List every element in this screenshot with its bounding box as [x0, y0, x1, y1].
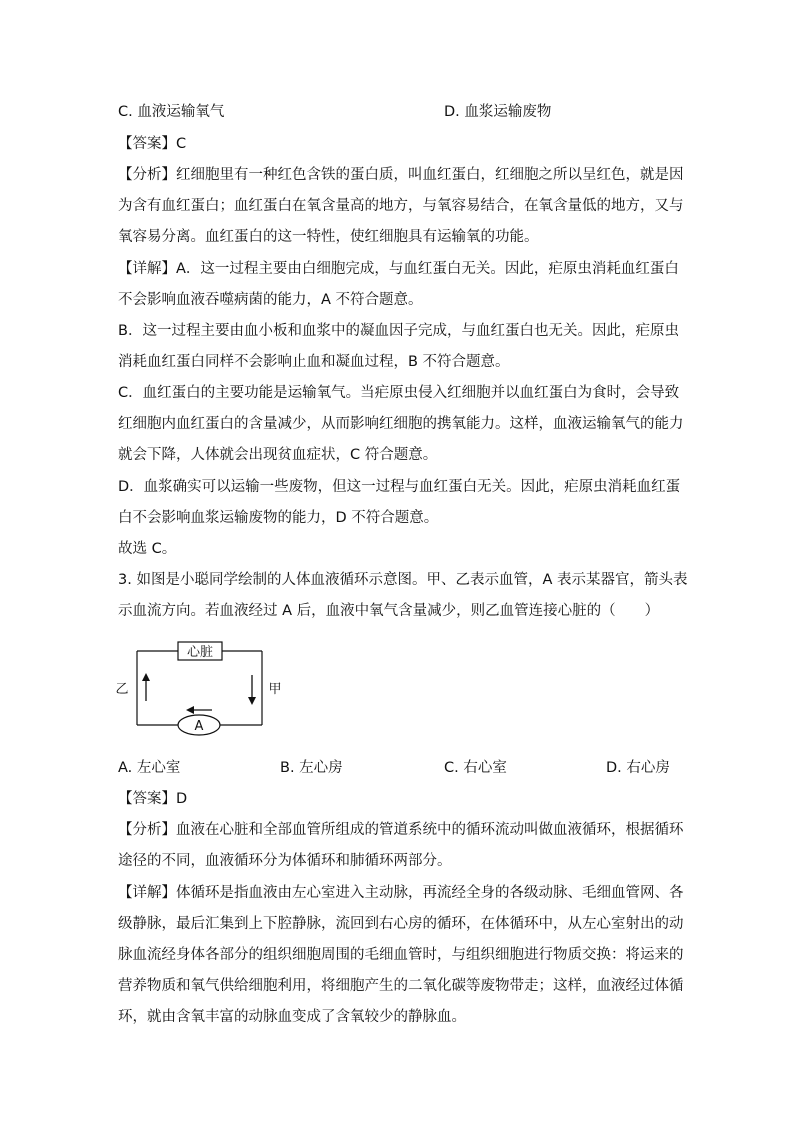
q2-analysis-line: 氧容易分离。血红蛋白的这一特性，使红细胞具有运输氧的功能。 [118, 229, 539, 245]
q2-option-d: D. 血浆运输废物 [444, 104, 552, 120]
q3-option-c: C. 右心室 [444, 760, 507, 776]
q2-detail-line: 就会下降，人体就会出现贫血症状，C 符合题意。 [118, 447, 438, 463]
q3-detail-line: 脉血流经身体各部分的组织细胞周围的毛细血管时，与组织细胞进行物质交换：将运来的 [118, 947, 684, 963]
q3-detail-line: 营养物质和氧气供给细胞利用，将细胞产生的二氧化碳等废物带走；这样，血液经过体循 [118, 978, 684, 994]
vessel-jia-label: 甲 [268, 682, 282, 697]
q2-detail-line: 消耗血红蛋白同样不会影响止血和凝血过程，B 不符合题意。 [118, 354, 510, 370]
q3-detail-line: 级静脉，最后汇集到上下腔静脉，流回到右心房的循环，在体循环中，从左心室射出的动 [118, 916, 684, 932]
q2-option-c: C. 血液运输氧气 [118, 104, 225, 120]
organ-a-label: A [194, 719, 204, 734]
q3-detail-line: 【详解】体循环是指血液由左心室进入主动脉，再流经全身的各级动脉、毛细血管网、各 [118, 885, 684, 901]
q2-detail-line: C．血红蛋白的主要功能是运输氧气。当疟原虫侵入红细胞并以血红蛋白为食时，会导致 [118, 385, 680, 401]
q2-detail-line: B．这一过程主要由血小板和血浆中的凝血因子完成，与血红蛋白也无关。因此，疟原虫 [118, 323, 679, 339]
q2-answer: 【答案】C [118, 136, 187, 152]
up-arrow-icon [142, 673, 150, 701]
q2-analysis-line: 为含有血红蛋白；血红蛋白在氧含量高的地方，与氧容易结合，在氧含量低的地方，又与 [118, 198, 684, 214]
q2-options-row [118, 102, 678, 124]
q2-detail-line: D．血浆确实可以运输一些废物，但这一过程与血红蛋白无关。因此，疟原虫消耗血红蛋 [118, 479, 681, 495]
q2-detail-line: 【详解】A．这一过程主要由白细胞完成，与血红蛋白无关。因此，疟原虫消耗血红蛋白 [118, 261, 679, 277]
q3-stem-line: 示血流方向。若血液经过 A 后，血液中氧气含量减少，则乙血管连接心脏的（ ） [118, 603, 660, 619]
q3-analysis-line: 【分析】血液在心脏和全部血管所组成的管道系统中的循环流动叫做血液循环，根据循环 [118, 822, 684, 838]
q3-analysis-line: 途径的不同，血液循环分为体循环和肺循环两部分。 [118, 853, 452, 869]
q3-option-b: B. 左心房 [280, 760, 343, 776]
heart-label: 心脏 [186, 645, 214, 660]
q3-answer: 【答案】D [118, 791, 188, 807]
q3-stem-line: 3. 如图是小聪同学绘制的人体血液循环示意图。甲、乙表示血管，A 表示某器官，箭头表 [118, 572, 688, 588]
q3-option-a: A. 左心室 [118, 760, 181, 776]
vessel-yi-label: 乙 [115, 682, 129, 697]
q2-detail-line: 不会影响血液吞噬病菌的能力，A 不符合题意。 [118, 292, 423, 308]
q3-option-d: D. 右心房 [606, 760, 670, 776]
q2-detail-line: 白不会影响血浆运输废物的能力，D 不符合题意。 [118, 510, 439, 526]
q3-options-row [118, 758, 678, 780]
q2-conclusion: 故选 C。 [118, 541, 177, 557]
q2-analysis-line: 【分析】红细胞里有一种红色含铁的蛋白质，叫血红蛋白，红细胞之所以呈红色，就是因 [118, 167, 684, 183]
down-arrow-icon [248, 675, 256, 705]
circulation-diagram [110, 635, 290, 745]
q2-detail-line: 红细胞内血红蛋白的含量减少，从而影响红细胞的携氧能力。这样，血液运输氧气的能力 [118, 416, 684, 432]
q3-detail-line: 环，就由含氧丰富的动脉血变成了含氧较少的静脉血。 [118, 1009, 466, 1025]
left-arrow-icon [186, 706, 212, 714]
